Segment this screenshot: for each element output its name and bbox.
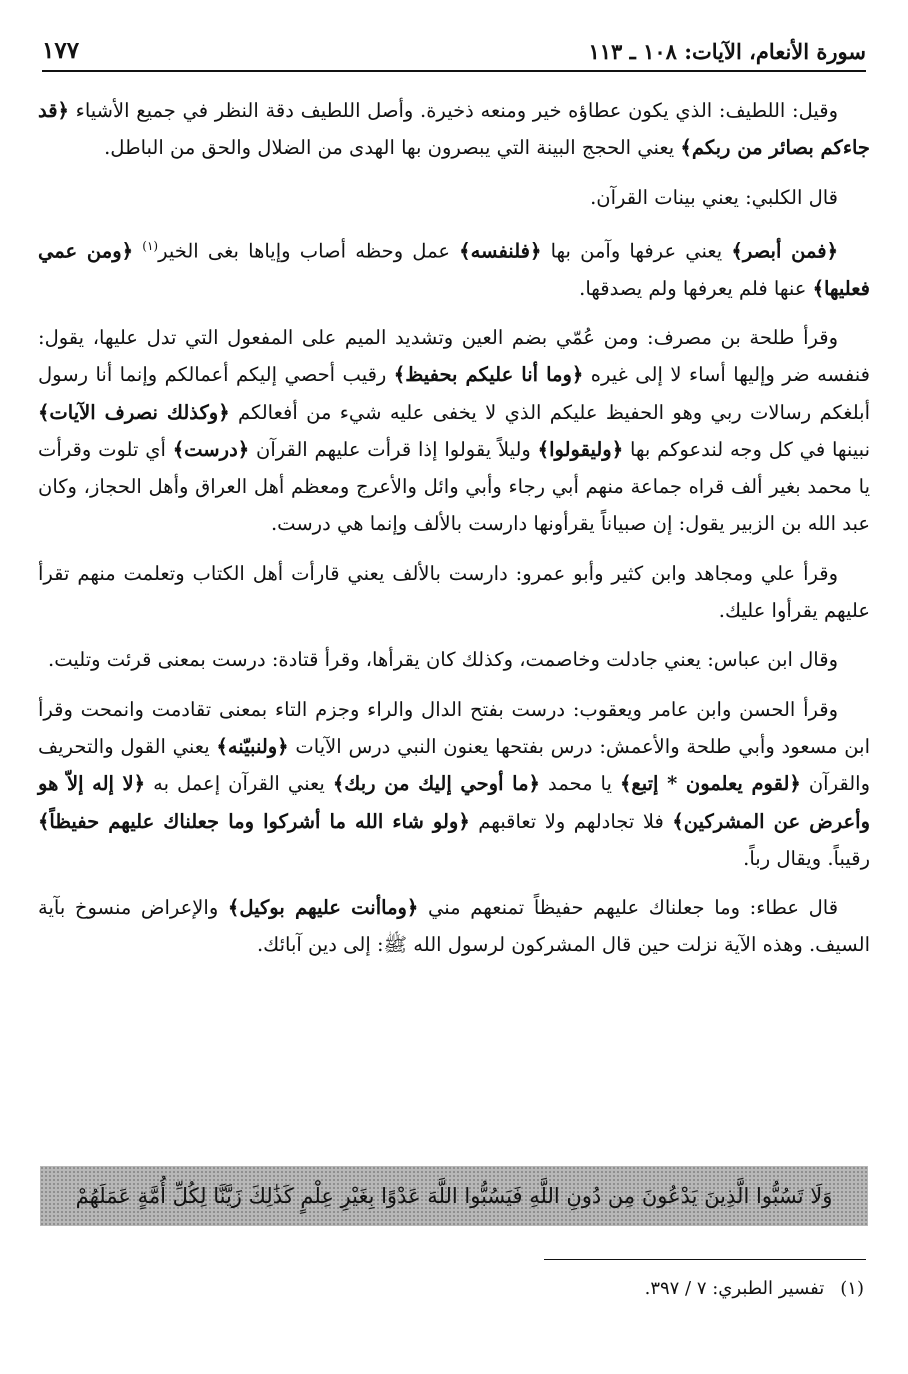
quran-quote: ﴿ما أوحي إليك من ربك﴾: [332, 772, 540, 796]
quran-quote: ﴿فلنفسه﴾: [459, 239, 542, 263]
commentary-paragraph: [38, 319, 870, 543]
commentary-paragraph: [38, 555, 870, 630]
quran-quote: ﴿لقوم يعلمون * إتبع﴾: [619, 772, 801, 796]
commentary-text: عمل وحظه أصاب وإياها بغى الخير: [158, 239, 460, 263]
commentary-text: [133, 239, 142, 262]
commentary-text: أي تلوت وقرأت يا محمد بغير ألف قراه جماعة منهم أبي رجاء وأبي وائل والأعرج ومعظم أهل العراق وأهل الحجاز، وكان عبد الله بن الزبير يقول: إن صبياناً يقرأونها دارست بالألف وإنما هي درست.: [38, 437, 870, 536]
footnote: [645, 1278, 864, 1299]
commentary-text: قال عطاء: وما جعلناك عليهم حفيظاً تمنعهم مني: [418, 896, 839, 920]
commentary-text: والإعراض منسوخ بآية السيف. وهذه الآية نزلت حين قال المشركون لرسول الله ﷺ: إلى دين آبائك.: [38, 896, 870, 957]
commentary-text: يا محمد: [539, 772, 620, 796]
commentary-paragraph: [38, 228, 870, 307]
footnote-separator: [544, 1259, 866, 1260]
footnote-marker: (١): [840, 1278, 864, 1299]
quran-quote: ﴿لا إله إلاّ هو وأعرض عن المشركين﴾: [38, 772, 870, 833]
commentary-text: وقرأ علي ومجاهد وابن كثير وأبو عمرو: دارست بالألف يعني قارأت أهل الكتاب وتعلمت منهم تقرأ عليهم يقرأوا عليك.: [38, 561, 870, 623]
commentary-text: وقرأ الحسن وابن عامر ويعقوب: درست بفتح الدال والراء وجزم التاء بمعنى تقادمت وانمحت وقرأ ابن مسعود وأبي طلحة والأعمش: درس بفتحها يعنون النبي درس الآيات: [38, 697, 870, 758]
quran-quote: ﴿ومن عمي فعليها﴾: [38, 239, 870, 300]
quran-quote: ﴿قد جاءكم بصائر من ربكم﴾: [38, 99, 870, 160]
commentary-text: عنها فلم يعرفها ولم يصدقها.: [579, 276, 813, 300]
commentary-text: وقرأ طلحة بن مصرف: ومن عُمّي بضم العين وتشديد الميم على المفعول التي تدل عليها، يقول: فنفسه ضر وإليها أساء لا إلى غيره: [38, 325, 870, 387]
quran-quote: ﴿فمن أبصر﴾: [731, 239, 838, 263]
commentary-text: يعني الحجج البينة التي يبصرون بها الهدى من الضلال والحق من الباطل.: [104, 136, 681, 160]
quran-quote: ﴿درست﴾: [172, 437, 250, 461]
quran-verse-text: وَلَا تَسُبُّوا الَّذِينَ يَدْعُونَ مِن دُونِ اللَّهِ فَيَسُبُّوا اللَّهَ عَدْوًا بِغَيْرِ عِلْمٍ كَذَٰلِكَ زَيَّنَّا لِكُلِّ أُمَّةٍ عَمَلَهُمْ: [75, 1184, 833, 1208]
commentary-text: يعني القرآن إعمل به: [145, 772, 333, 796]
page-number: ١٧٧: [42, 37, 80, 64]
commentary-text: وليلاً يقولوا إذا قرأت عليهم القرآن: [249, 437, 538, 461]
commentary-text: رقيب أحصي إليكم أعمالكم وإنما أنا رسول أبلغكم رسالات ربي وهو الحفيظ عليكم الذي لا يخفى عليه شيء من أفعالكم: [38, 363, 870, 424]
running-header: [42, 26, 866, 72]
commentary-text: فلا تجادلهم ولا تعاقبهم: [469, 809, 673, 833]
commentary-body: [38, 92, 870, 976]
quran-quote: ﴿وكذلك نصرف الآيات﴾: [38, 400, 230, 424]
commentary-text: قال الكلبي: يعني بينات القرآن.: [590, 185, 838, 209]
commentary-text: وقيل: اللطيف: الذي يكون عطاؤه خير ومنعه ذخيرة. وأصل اللطيف دقة النظر في جميع الأشياء: [68, 99, 838, 122]
commentary-paragraph: [38, 92, 870, 167]
footnote-reference: (١): [142, 238, 159, 253]
commentary-text: نبينها في كل وجه لندعوكم بها: [623, 437, 870, 461]
quran-quote: ﴿وماأنت عليهم بوكيل﴾: [227, 896, 419, 920]
quran-verse-band: [40, 1166, 868, 1226]
commentary-paragraph: [38, 179, 870, 216]
commentary-paragraph: [38, 691, 870, 877]
surah-verse-title: سورة الأنعام، الآيات: ١٠٨ ـ ١١٣: [588, 39, 866, 64]
commentary-text: رقيباً. ويقال رباً.: [743, 846, 870, 870]
commentary-text: وقال ابن عباس: يعني جادلت وخاصمت، وكذلك كان يقرأها، وقرأ قتادة: درست بمعنى قرئت وتليت.: [48, 648, 838, 672]
quran-quote: ﴿ولو شاء الله ما أشركوا وما جعلناك عليهم حفيظاً﴾: [38, 809, 470, 833]
commentary-paragraph: [38, 889, 870, 964]
quran-quote: ﴿ولنبيّنه﴾: [216, 734, 289, 758]
commentary-text: يعني عرفها وآمن بها: [541, 239, 732, 263]
commentary-text: يعني القول والتحريف والقرآن: [38, 734, 871, 796]
footnote-text: تفسير الطبري: ٧ / ٣٩٧.: [644, 1278, 825, 1299]
quran-quote: ﴿وليقولوا﴾: [537, 437, 624, 461]
quran-quote: ﴿وما أنا عليكم بحفيظ﴾: [393, 363, 584, 387]
commentary-paragraph: [38, 641, 870, 678]
